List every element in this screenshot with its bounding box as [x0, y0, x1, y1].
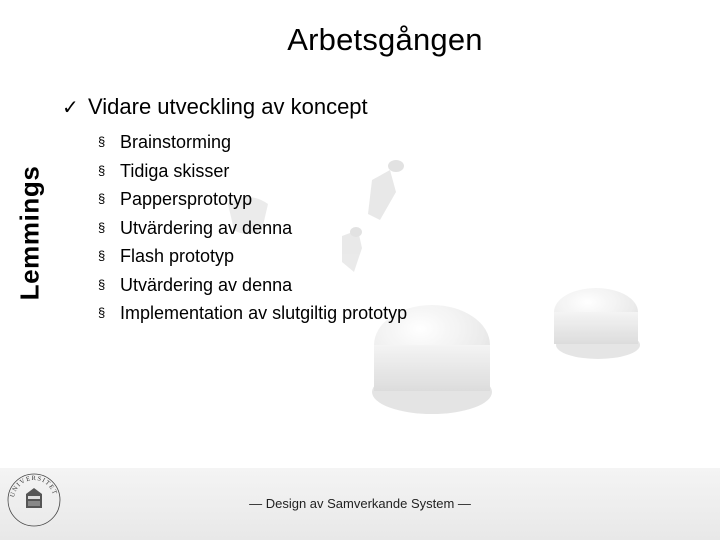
side-label-container: [4, 138, 56, 328]
list-item-text: Flash prototyp: [120, 246, 235, 266]
footer-text: — Design av Samverkande System —: [249, 496, 471, 511]
list-item: [98, 185, 407, 214]
square-bullet-icon: §: [98, 134, 106, 149]
square-bullet-icon: §: [98, 248, 106, 263]
list-item-text: Implementation av slutgiltig prototyp: [120, 303, 408, 323]
list-item-text: Utvärdering av denna: [120, 274, 293, 295]
square-bullet-icon: §: [98, 191, 106, 206]
check-icon: ✓: [62, 97, 79, 119]
side-label: Lemmings: [14, 165, 45, 301]
list-item: [98, 128, 407, 157]
seal-ring-text: UNIVERSITET: [9, 474, 59, 499]
square-bullet-icon: §: [98, 276, 106, 292]
list-item: [98, 271, 407, 300]
list-item: [98, 242, 407, 271]
list-item-text: Brainstorming: [120, 132, 232, 152]
list-item: [98, 157, 407, 186]
list-item-text: Pappersprototyp: [120, 189, 253, 209]
square-bullet-icon: §: [98, 219, 106, 235]
list-item-text: Tidiga skisser: [120, 160, 230, 181]
slide-title: Arbetsgången: [287, 22, 483, 57]
main-point: [62, 94, 368, 120]
square-bullet-icon: §: [98, 305, 106, 320]
list-item: [98, 299, 407, 328]
sub-point-list: [98, 128, 407, 328]
main-point-text: Vidare utveckling av koncept: [88, 94, 368, 119]
list-item: [98, 214, 407, 243]
square-bullet-icon: §: [98, 162, 106, 178]
list-item-text: Utvärdering av denna: [120, 217, 293, 238]
decor-blob-right: [554, 288, 640, 359]
